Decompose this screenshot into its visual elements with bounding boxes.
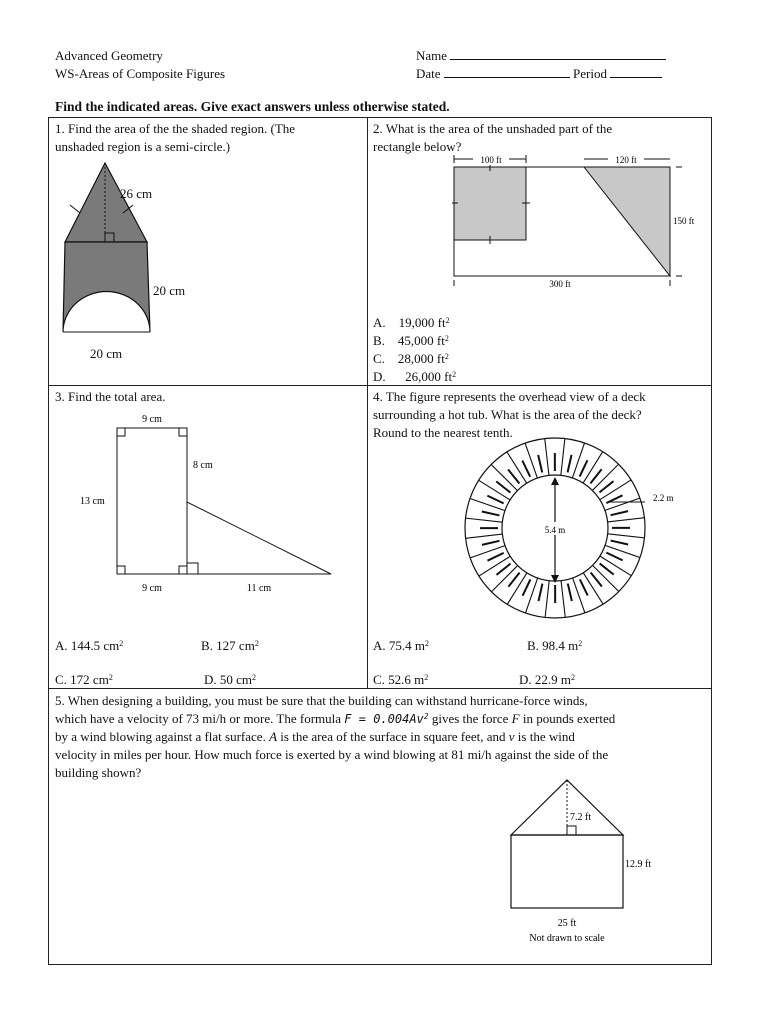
q5-text: in pounds exerted (519, 711, 616, 726)
q5-text: gives the force (428, 711, 512, 726)
period-blank[interactable] (610, 65, 662, 78)
q5-prompt (55, 692, 705, 782)
name-field[interactable] (416, 47, 666, 65)
q5-formula-body: F = 0.004Av (344, 712, 424, 726)
name-label: Name (416, 48, 448, 63)
choice-exponent: 2 (108, 673, 113, 682)
q2-figure (448, 150, 708, 295)
q4-prompt (373, 388, 646, 442)
q4-dim-inner: 5.4 m (544, 525, 566, 535)
q4-choice-c[interactable] (373, 671, 428, 689)
q5-line2 (55, 710, 705, 728)
q5-var: v (508, 729, 515, 744)
q3-corner-mark (179, 428, 187, 436)
worksheet-title: WS-Areas of Composite Figures (55, 66, 226, 81)
q2-choice-b[interactable] (373, 332, 449, 350)
choice-letter: C. (373, 351, 385, 366)
choice-exponent: 2 (425, 639, 429, 648)
choice-exponent: 2 (571, 673, 575, 682)
choice-exponent: 2 (252, 673, 257, 682)
choice-label: A. 144.5 cm (55, 638, 120, 653)
choice-exponent: 2 (452, 370, 457, 379)
q5-dim-height: 12.9 ft (625, 859, 652, 870)
choice-exponent: 2 (445, 316, 450, 325)
q2-dim-left-label: 100 ft (480, 155, 502, 165)
q5-formula-exponent: 2 (423, 712, 429, 721)
choice-value: 28,000 ft (397, 351, 445, 366)
q5-right-angle-mark (567, 826, 576, 835)
q2-dim-height-label: 150 ft (673, 216, 695, 226)
q5-text: which have a velocity of 73 mi/h or more. The formula (55, 711, 345, 726)
q4-choice-b[interactable] (527, 637, 582, 655)
q3-dim-left: 13 cm (80, 496, 105, 507)
instructions: Find the indicated areas. Give exact answers unless otherwise stated. (55, 99, 450, 114)
choice-label: D. 22.9 m (519, 672, 571, 687)
q3-prompt: 3. Find the total area. (55, 389, 166, 404)
q3-rectangle (117, 428, 187, 574)
q5-var: A (269, 729, 278, 744)
q5-line1: 5. When designing a building, you must be sure that the building can withstand hurricane-force winds, (55, 693, 588, 708)
choice-label: C. 52.6 m (373, 672, 425, 687)
q1-tick-left (70, 205, 80, 213)
choice-letter: A. (373, 315, 386, 330)
choice-label: A. 75.4 m (373, 638, 425, 653)
q3-right-angle-mark (187, 563, 198, 574)
choice-exponent: 2 (424, 673, 429, 682)
q5-text: is the area of the surface in square feet, and (277, 729, 509, 744)
q1-figure (50, 155, 210, 345)
q3-choice-a[interactable] (55, 637, 123, 655)
worksheet-header-right (416, 47, 666, 83)
q5-text: by a wind blowing against a flat surface. (55, 729, 270, 744)
q4-prompt-line3: Round to the nearest tenth. (373, 425, 513, 440)
q5-dim-width: 25 ft (557, 918, 577, 929)
q4-dim-ring: 2.2 m (653, 493, 674, 503)
q2-choice-a[interactable] (373, 314, 450, 332)
worksheet-header-left (55, 47, 225, 83)
q3-triangle (187, 502, 331, 574)
q2-choice-d[interactable] (373, 368, 456, 386)
q2-prompt-line1: 2. What is the area of the unshaded part of the (373, 121, 613, 136)
q3-figure (75, 408, 345, 598)
course-title: Advanced Geometry (55, 48, 163, 63)
choice-value: 26,000 ft (405, 369, 453, 384)
q1-label-side: 20 cm (153, 283, 186, 298)
q5-var: F (511, 711, 520, 726)
choice-value: 19,000 ft (398, 315, 446, 330)
choice-exponent: 2 (119, 639, 124, 648)
date-label: Date (416, 66, 441, 81)
q3-corner-mark (117, 566, 125, 574)
q5-note: Not drawn to scale (529, 933, 605, 944)
q1-prompt (55, 120, 295, 156)
q2-choice-c[interactable] (373, 350, 449, 368)
q5-dim-roof: 7.2 ft (570, 812, 592, 823)
q5-formula (344, 712, 428, 726)
q3-dim-right: 8 cm (193, 460, 213, 471)
period-label: Period (573, 66, 607, 81)
q1-label-base: 20 cm (90, 346, 123, 361)
choice-value: 45,000 ft (397, 333, 445, 348)
q5-line4: velocity in miles per hour. How much force is exerted by a wind blowing at 81 mi/h against the side of the (55, 747, 609, 762)
q5-wall-rectangle (511, 835, 623, 908)
q4-figure (455, 435, 705, 620)
choice-label: B. 127 cm (201, 638, 255, 653)
q5-line3 (55, 728, 705, 746)
choice-letter: D. (373, 369, 386, 384)
q1-shaded-rectangle (63, 242, 150, 332)
date-period-field[interactable] (416, 65, 666, 83)
choice-label: B. 98.4 m (527, 638, 579, 653)
q2-shaded-square (454, 167, 526, 240)
choice-label: C. 172 cm (55, 672, 109, 687)
q3-dim-bottom-left: 9 cm (142, 583, 162, 594)
q3-corner-mark (179, 566, 187, 574)
choice-letter: B. (373, 333, 385, 348)
q4-prompt-line2: surrounding a hot tub. What is the area of the deck? (373, 407, 642, 422)
choice-exponent: 2 (444, 334, 449, 343)
choice-exponent: 2 (578, 639, 583, 648)
choice-label: D. 50 cm (204, 672, 253, 687)
q3-choice-b[interactable] (201, 637, 259, 655)
q5-figure (500, 775, 680, 950)
q1-label-slant: 26 cm (120, 186, 153, 201)
grid-divider-vertical (367, 117, 368, 689)
q5-line5: building shown? (55, 765, 142, 780)
q3-choice-c[interactable] (55, 671, 113, 689)
q2-shaded-triangle (584, 167, 670, 276)
q3-corner-mark (117, 428, 125, 436)
choice-exponent: 2 (444, 352, 449, 361)
q2-prompt-line2: rectangle below? (373, 139, 462, 154)
q1-prompt-line1: 1. Find the area of the the shaded region. (The (55, 121, 296, 136)
choice-exponent: 2 (254, 639, 259, 648)
q5-text: is the wind (514, 729, 575, 744)
q4-choice-a[interactable] (373, 637, 429, 655)
q2-dim-bottom-label: 300 ft (549, 279, 571, 289)
q4-prompt-line1: 4. The figure represents the overhead view of a deck (373, 389, 646, 404)
q3-dim-top: 9 cm (142, 414, 162, 425)
q3-dim-bottom-right: 11 cm (246, 583, 272, 594)
q4-choice-d[interactable] (519, 671, 575, 689)
date-blank[interactable] (444, 65, 570, 78)
q2-dim-right-label: 120 ft (615, 155, 637, 165)
q3-choice-d[interactable] (204, 671, 256, 689)
name-blank[interactable] (450, 47, 666, 60)
q1-prompt-line2: unshaded region is a semi-circle.) (55, 139, 231, 154)
